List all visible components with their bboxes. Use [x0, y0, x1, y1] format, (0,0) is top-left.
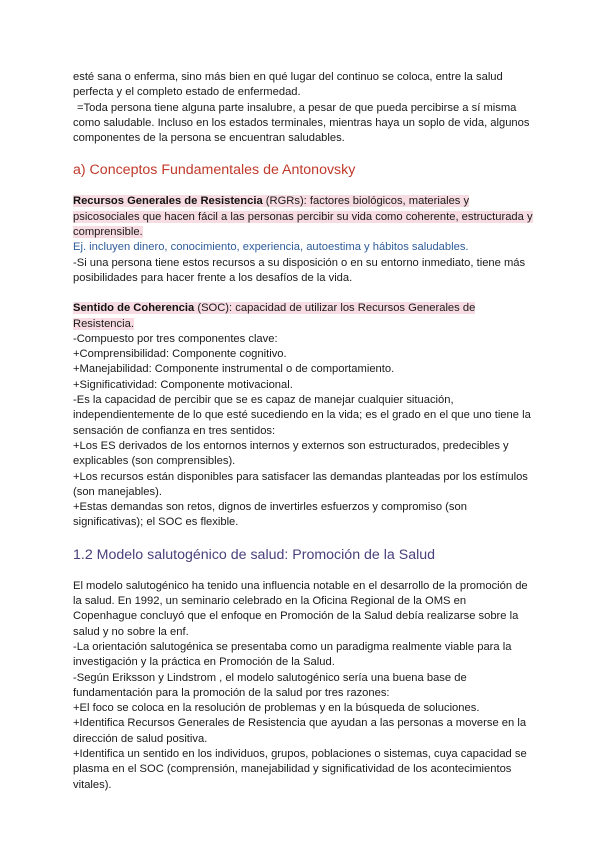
model-line: +Identifica un sentido en los individuos, grupos, poblaciones o sistemas, cuya capacidad se plasma en el SOC (comprensión, manejabilidad y significatividad de los acontecimientos vitales).: [73, 747, 527, 791]
rgr-definition: [73, 194, 533, 240]
soc-definition-text: (SOC): capacidad de utilizar los Recursos Generales de Resistencia.: [73, 302, 476, 330]
rgr-definition-text: (RGRs): factores biológicos, materiales y psicosociales que hacen fácil a las personas percibir su vida como coherente, estructurada y comprensible.: [73, 195, 533, 239]
soc-definition: [73, 301, 533, 332]
soc-line: +Significatividad: Componente motivacional.: [73, 378, 293, 391]
soc-line: +Comprensibilidad: Componente cognitivo.: [73, 348, 287, 361]
section-heading: 1.2 Modelo salutogénico de salud: Promoción de la Salud: [73, 546, 436, 563]
document-page: [73, 70, 533, 793]
rgr-term: Recursos Generales de Resistencia: [73, 195, 263, 208]
soc-term: Sentido de Coherencia: [73, 302, 195, 315]
rgr-example: Ej. incluyen dinero, conocimiento, experiencia, autoestima y hábitos saludables.: [73, 241, 469, 254]
soc-line: +Los ES derivados de los entornos internos y externos son estructurados, predecibles y explicables (son comprensibles).: [73, 439, 509, 468]
soc-line: +Estas demandas son retos, dignos de invertirles esfuerzos y compromiso (son significativas); el SOC es flexible.: [73, 501, 467, 529]
model-line: El modelo salutogénico ha tenido una influencia notable en el desarrollo de la promoción de la salud. En 1992, un seminario celebrado en la Oficina Regional de la OMS en Copenhague concluyó que el enfoque en Promoción de la Salud debía realizarse sobre la salud y no sobre la enf.: [73, 579, 528, 638]
soc-line: +Manejabilidad: Componente instrumental o de comportamiento.: [73, 363, 395, 376]
soc-line: -Compuesto por tres componentes clave:: [73, 332, 278, 345]
model-line: -La orientación salutogénica se presentaba como un paradigma realmente viable para la investigación y la práctica en Promoción de la Salud.: [73, 640, 512, 669]
model-line: +Identifica Recursos Generales de Resistencia que ayudan a las personas a moverse en la dirección de salud positiva.: [73, 717, 527, 745]
soc-line: -Es la capacidad de percibir que se es capaz de manejar cualquier situación, independientemente de lo que esté sucediendo en la vida; es el grado en el que uno tiene la sensación de confianza en tres sentidos:: [73, 394, 531, 437]
section-heading: a) Conceptos Fundamentales de Antonovsky: [73, 162, 356, 179]
intro-paragraph: =Toda persona tiene alguna parte insalubre, a pesar de que pueda percibirse a sí misma como saludable. Incluso en los estados terminales, mientras haya un soplo de vida, algunos componentes de la persona se encuentran saludables.: [73, 101, 530, 145]
intro-paragraph: esté sana o enferma, sino más bien en qué lugar del continuo se coloca, entre la salud perfecta y el completo estado de enfermedad.: [73, 71, 503, 99]
model-line: -Según Eriksson y Lindstrom , el modelo salutogénico sería una buena base de fundamentación para la promoción de la salud por tres razones:: [73, 671, 467, 699]
rgr-note: -Si una persona tiene estos recursos a su disposición o en su entorno inmediato, tiene más posibilidades para hacer frente a los desafíos de la vida.: [73, 256, 526, 284]
soc-line: +Los recursos están disponibles para satisfacer las demandas planteadas por los estímulos (son manejables).: [73, 470, 528, 498]
model-line: +El foco se coloca en la resolución de problemas y en la búsqueda de soluciones.: [73, 702, 480, 715]
